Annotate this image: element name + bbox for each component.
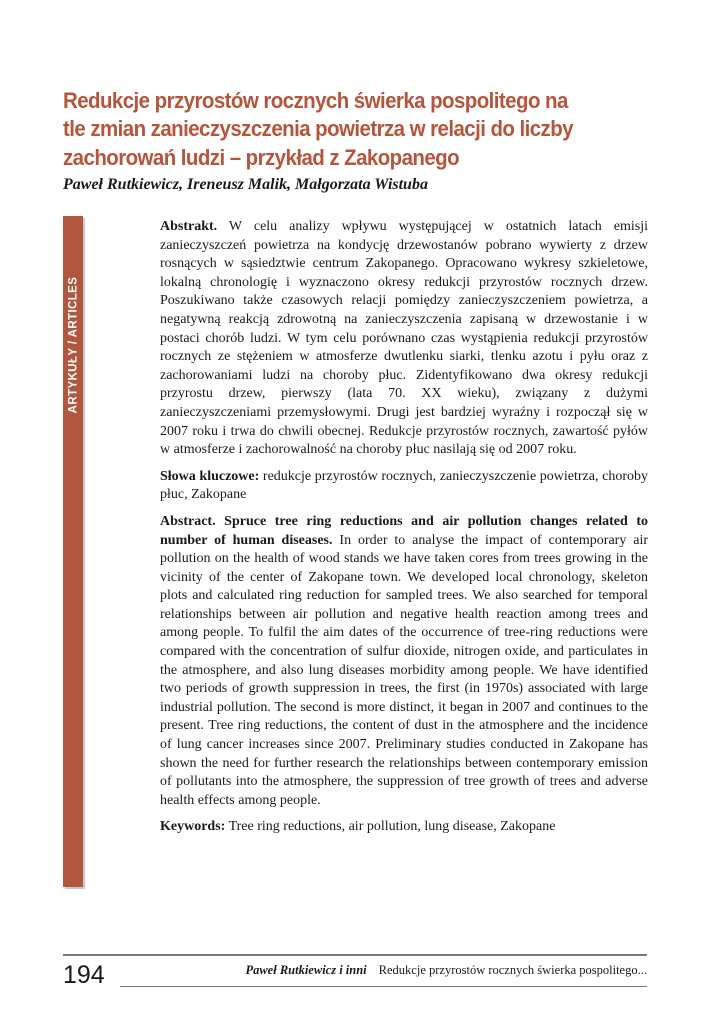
abstract-english-text: In order to analyse the impact of contemporary air pollution on the health of wood stands we have taken cores from trees growing in the vicinity of the center of Zakopane town. We developed local chronology, skeleton plots and calculated ring reduction for sampled trees. We also searched for temporal relationships between air pollution and negative health reaction among trees and among people. To fulfil the aim dates of the occurrence of tree-ring reductions were compared with the concentration of sulfur dioxide, nitrogen oxide, and particulates in the atmosphere, and also lung diseases morbidity among people. We have identified two periods of growth suppression in trees, the first (in 1970s) associated with large industrial pollution. The second is more distinct, it began in 2007 and continues to the present. Tree ring reductions, the content of dust in the atmosphere and the incidence of lung cancer increases since 2007. Preliminary studies conducted in Zakopane has shown the need for further research the relationships between contemporary emission of pollutants into the atmosphere, the suppression of tree growth of trees and adverse health effects among people. (160, 532, 648, 808)
article-title (63, 87, 612, 173)
footer-divider (63, 954, 647, 956)
abstract-column (160, 218, 648, 845)
abstract-polish-text: W celu analizy wpływu występującej w ostatnich latach emisji zanieczyszczeń powietrza na kondycję drzewostanów pobrano wywierty z drzew rosnących w sąsiedztwie centrum Zakopanego. Opracowano wykresy szkieletowe, lokalną chronologię i wyznaczono okresy redukcji przyrostów rocznych drzew. Poszukiwano także czasowych relacji pomiędzy zanieczyszczeniem powietrza, a negatywną reakcją zdrowotną na zanieczyszczenia zapisaną w drzewostanie i w postaci chorób ludzi. W tym celu porównano czas wystąpienia redukcji przyrostów rocznych ze stężeniem w atmosferze dwutlenku siarki, tlenku azotu i pyłu oraz z zachorowaniami ludzi na choroby płuc. Zidentyfikowano dwa okresy redukcji przyrostu drzew, pierwszy (lata 70. XX wieku), związany z dużymi zanieczyszczeniami przemysłowymi. Drugi jest bardziej wyraźny i rozpoczął się w 2007 roku i trwa do chwili obecnej. Redukcje przyrostów rocznych, zawartość pyłów w atmosferze i zachorowalność na choroby płuc nasilają się od 2007 roku. (160, 219, 648, 458)
footer-underline (120, 986, 647, 987)
author-list: Paweł Rutkiewicz, Ireneusz Malik, Małgorzata Wistuba (63, 176, 428, 193)
keywords-polish-label: Słowa kluczowe: (160, 468, 260, 484)
abstract-english (160, 513, 648, 811)
page-number: 194 (63, 961, 105, 989)
running-footer (245, 963, 647, 978)
abstract-polish (160, 218, 648, 460)
abstract-polish-label: Abstrakt. (160, 219, 218, 234)
section-label-wrapper (63, 270, 83, 420)
keywords-polish-text: redukcje przyrostów rocznych, zanieczyszczenie powietrza, choroby płuc, Zakopane (160, 468, 648, 503)
title-line: Redukcje przyrostów rocznych świerka pospolitego na (63, 87, 568, 113)
keywords-english-label: Keywords: (160, 819, 226, 835)
footer-authors: Paweł Rutkiewicz i inni (245, 963, 367, 977)
abstract-english-label: Abstract. Spruce tree ring reductions and air pollution changes related to number of human diseases. (160, 513, 648, 548)
keywords-polish (160, 468, 648, 505)
section-label: ARTYKUŁY / ARTICLES (67, 276, 80, 414)
footer-running-title: Redukcje przyrostów rocznych świerka pospolitego... (378, 963, 647, 977)
title-line: tle zmian zanieczyszczenia powietrza w relacji do liczby (63, 116, 574, 142)
keywords-english (160, 818, 648, 837)
title-line: zachorowań ludzi – przykład z Zakopanego (63, 144, 460, 170)
keywords-english-text: Tree ring reductions, air pollution, lung disease, Zakopane (225, 819, 556, 835)
